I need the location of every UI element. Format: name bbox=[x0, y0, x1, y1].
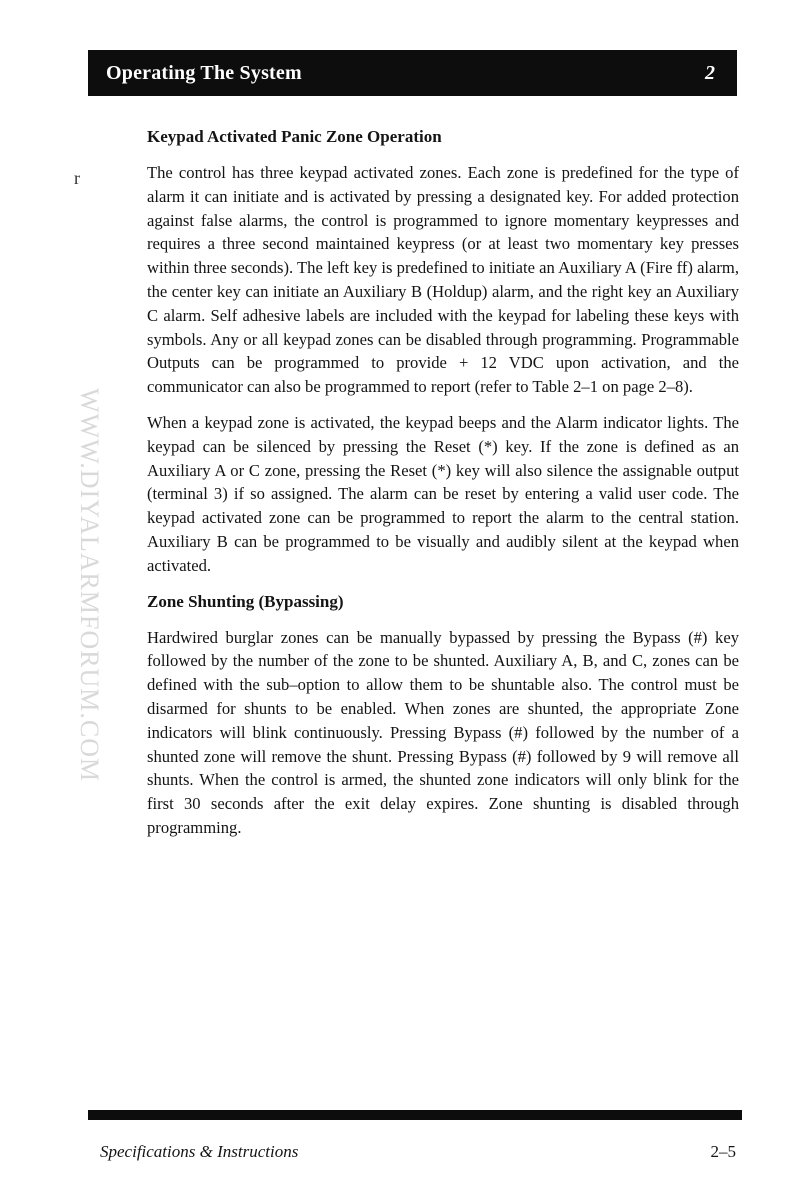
paragraph-panic-2: When a keypad zone is activated, the keypad beeps and the Alarm indicator lights. The keypad can be silenced by pressing the Reset (*) key. If the zone is defined as an Auxiliary A or C zone, pressing the Reset (*) key will also silence the assignable output (terminal 3) if so assigned. The alarm can be reset by entering a valid user code. The keypad activated zone can be programmed to report the alarm to the central station. Auxiliary B can be programmed to be visually and audibly silent at the keypad when activated. bbox=[147, 412, 739, 575]
margin-mark: r bbox=[74, 168, 80, 188]
chapter-header-bar bbox=[88, 50, 737, 96]
paragraph-shunting-1: Hardwired burglar zones can be manually bypassed by pressing the Bypass (#) key followed by the number of the zone to be shunted. Auxiliary A, B, and C, zones can be defined with the sub–option to allow them to be shuntable also. The control must be disarmed for shunts to be enabled. When zones are shunted, the appropriate Zone indicators will blink continuously. Pressing Bypass (#) followed by the number of a shunted zone will remove the shunt. Pressing Bypass (#) followed by 9 will remove all shunts. When the control is armed, the shunted zone indicators will only blink for the first 30 seconds after the exit delay expires. Zone shunting is disabled through programming. bbox=[147, 627, 739, 837]
footer-rule bbox=[88, 1110, 742, 1120]
page-content bbox=[147, 125, 739, 852]
watermark-text: WWW.DIYALARMFORUM.COM bbox=[75, 387, 104, 783]
paragraph-panic-1: The control has three keypad activated zones. Each zone is predefined for the type of alarm it can initiate and is activated by pressing a designated key. For added protection against false alarms, the control is programmed to ignore momentary keypresses and requires a three second maintained keypress (or at least two momentary key presses within three seconds). The left key is predefined to initiate an Auxiliary A (Fire ff) alarm, the center key can initiate an Auxiliary B (Holdup) alarm, and the right key an Auxiliary C alarm. Self adhesive labels are included with the keypad for labeling these keys with symbols. Any or all keypad zones can be disabled through programming. Programmable Outputs can be programmed to provide + 12 VDC upon activation, and the communicator can also be programmed to report (refer to Table 2–1 on page 2–8). bbox=[147, 163, 739, 397]
section-heading-panic: Keypad Activated Panic Zone Operation bbox=[147, 127, 442, 146]
footer-document-title: Specifications & Instructions bbox=[100, 1142, 299, 1161]
section-heading-shunting: Zone Shunting (Bypassing) bbox=[147, 591, 344, 611]
chapter-number: 2 bbox=[705, 61, 715, 84]
chapter-title: Operating The System bbox=[106, 61, 302, 84]
page-number: 2–5 bbox=[710, 1142, 736, 1161]
